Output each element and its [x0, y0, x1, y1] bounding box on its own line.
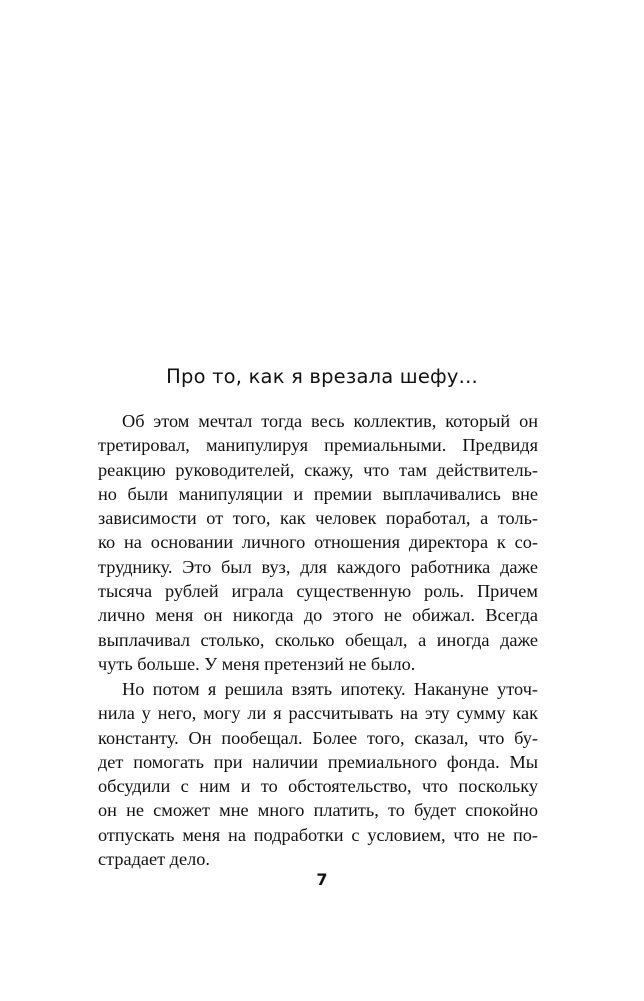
- text-line: реакцию руководителей, скажу, что там действитель-: [98, 459, 538, 480]
- paragraph-2: [98, 677, 538, 871]
- text-line: труднику. Это был вуз, для каждого работника даже: [98, 556, 538, 577]
- paragraph-1: [98, 409, 538, 676]
- text-line: лично меня он никогда до этого не обижал. Всегда: [98, 605, 538, 626]
- text-line: выплачивал столько, сколько обещал, а иногда даже: [98, 629, 538, 650]
- page-number: 7: [316, 870, 328, 889]
- text-line: дет помогать при наличии премиального фонда. Мы: [98, 751, 538, 772]
- text-line: Об этом мечтал тогда весь коллектив, который он: [122, 411, 538, 431]
- text-line: зависимости от того, как человек поработал, а толь-: [98, 508, 538, 529]
- text-line: обсудили с ним и то обстоятельство, что поскольку: [98, 776, 538, 797]
- text-line: нила у него, могу ли я рассчитывать на эту сумму как: [98, 703, 538, 724]
- text-line: чуть больше. У меня претензий не было.: [98, 653, 416, 674]
- text-line: страдает дело.: [98, 849, 210, 870]
- chapter-title: Про то, как я врезала шефу...: [166, 365, 478, 388]
- text-line: Но потом я решила взять ипотеку. Накануне уточ-: [122, 679, 538, 699]
- text-line: константу. Он пообещал. Более того, сказал, что бу-: [98, 727, 538, 748]
- text-line: ко на основании личного отношения директора к со-: [98, 532, 538, 553]
- text-line: тысяча рублей играла существенную роль. Причем: [98, 581, 538, 602]
- text-line: третировал, манипулируя премиальными. Предвидя: [98, 435, 538, 456]
- text-line: отпускать меня на подработки с условием, что не по-: [98, 824, 538, 845]
- text-line: он не сможет мне много платить, то будет спокойно: [98, 800, 538, 821]
- text-line: но были манипуляции и премии выплачивались вне: [98, 483, 538, 504]
